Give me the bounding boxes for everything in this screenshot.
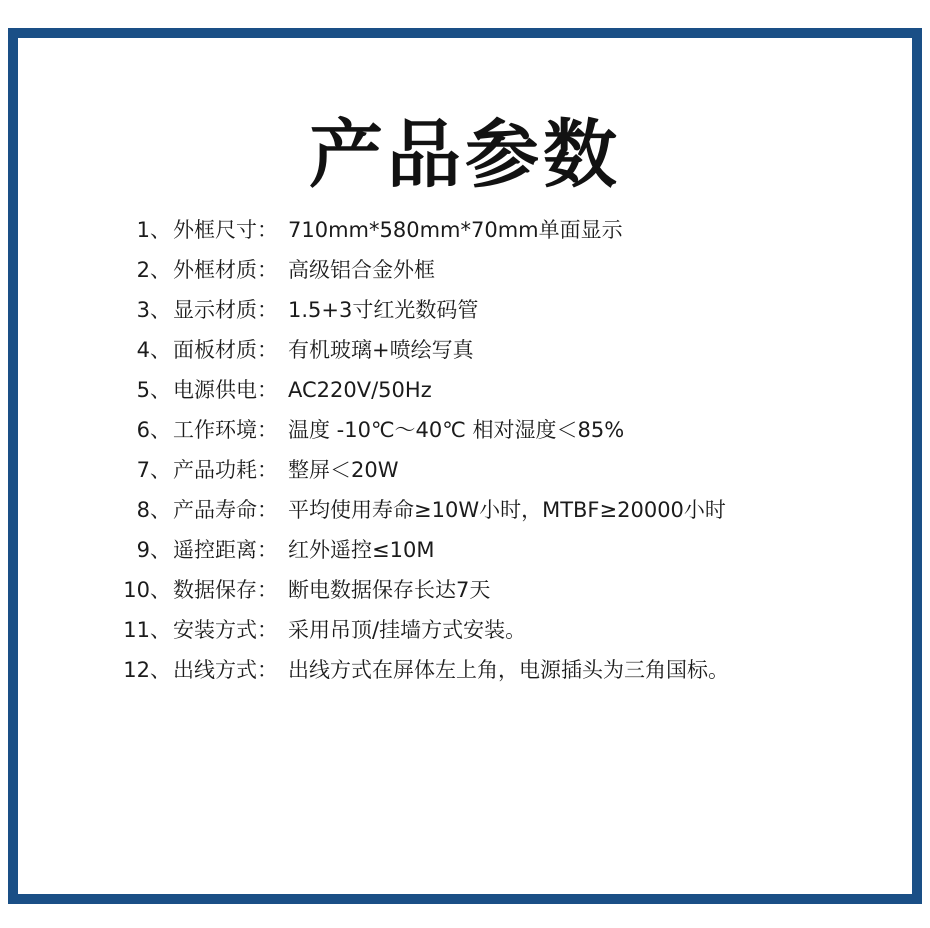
spec-separator: 、 xyxy=(150,658,171,682)
spec-label: 安装方式 xyxy=(173,618,257,642)
spec-index: 12 xyxy=(123,658,150,682)
spec-separator: 、 xyxy=(150,538,171,562)
spec-row xyxy=(106,614,896,654)
spec-label: 遥控距离 xyxy=(173,538,257,562)
spec-colon: ： xyxy=(257,218,278,242)
spec-index: 6 xyxy=(136,418,150,442)
spec-separator: 、 xyxy=(150,458,171,482)
spec-separator: 、 xyxy=(150,338,171,362)
spec-row xyxy=(106,214,896,254)
spec-value: 1.5+3寸红光数码管 xyxy=(288,298,479,322)
spec-separator: 、 xyxy=(150,418,171,442)
spec-label: 外框尺寸 xyxy=(173,218,257,242)
spec-colon: ： xyxy=(257,658,278,682)
spec-separator: 、 xyxy=(150,378,171,402)
spec-value: 断电数据保存长达7天 xyxy=(288,578,491,602)
spec-colon: ： xyxy=(257,578,278,602)
spec-colon: ： xyxy=(257,618,278,642)
spec-colon: ： xyxy=(257,538,278,562)
page-title: 产品参数 xyxy=(309,112,621,198)
spec-label: 工作环境 xyxy=(173,418,257,442)
spec-index: 5 xyxy=(136,378,150,402)
spec-row xyxy=(106,454,896,494)
spec-value: 平均使用寿命≥10W小时，MTBF≥20000小时 xyxy=(288,498,726,522)
spec-colon: ： xyxy=(257,338,278,362)
spec-value: 温度 -10℃～40℃ 相对湿度＜85% xyxy=(288,418,625,442)
spec-row xyxy=(106,654,896,694)
spec-colon: ： xyxy=(257,258,278,282)
spec-value: 高级铝合金外框 xyxy=(288,258,435,282)
spec-index: 9 xyxy=(136,538,150,562)
spec-colon: ： xyxy=(257,418,278,442)
spec-value: 采用吊顶/挂墙方式安装。 xyxy=(288,618,527,642)
spec-label: 面板材质 xyxy=(173,338,257,362)
spec-colon: ： xyxy=(257,378,278,402)
spec-separator: 、 xyxy=(150,258,171,282)
spec-row xyxy=(106,534,896,574)
spec-separator: 、 xyxy=(150,498,171,522)
spec-colon: ： xyxy=(257,458,278,482)
spec-row xyxy=(106,334,896,374)
spec-separator: 、 xyxy=(150,218,171,242)
spec-index: 1 xyxy=(136,218,150,242)
spec-index: 11 xyxy=(123,618,150,642)
spec-label: 外框材质 xyxy=(173,258,257,282)
spec-index: 4 xyxy=(136,338,150,362)
spec-row xyxy=(106,254,896,294)
spec-value: AC220V/50Hz xyxy=(288,378,432,402)
spec-index: 7 xyxy=(136,458,150,482)
spec-value: 整屏＜20W xyxy=(288,458,399,482)
spec-label: 数据保存 xyxy=(173,578,257,602)
spec-index: 3 xyxy=(136,298,150,322)
spec-index: 2 xyxy=(136,258,150,282)
spec-label: 显示材质 xyxy=(173,298,257,322)
spec-label: 产品寿命 xyxy=(173,498,257,522)
spec-list xyxy=(106,214,896,694)
spec-label: 产品功耗 xyxy=(173,458,257,482)
spec-label: 出线方式 xyxy=(173,658,257,682)
spec-index: 8 xyxy=(136,498,150,522)
spec-value: 710mm*580mm*70mm单面显示 xyxy=(288,218,623,242)
spec-separator: 、 xyxy=(150,578,171,602)
spec-value: 出线方式在屏体左上角，电源插头为三角国标。 xyxy=(288,658,729,682)
spec-label: 电源供电 xyxy=(173,378,257,402)
spec-separator: 、 xyxy=(150,618,171,642)
spec-colon: ： xyxy=(257,498,278,522)
spec-row xyxy=(106,494,896,534)
spec-separator: 、 xyxy=(150,298,171,322)
spec-row xyxy=(106,414,896,454)
spec-row xyxy=(106,374,896,414)
spec-row xyxy=(106,574,896,614)
spec-row xyxy=(106,294,896,334)
spec-index: 10 xyxy=(123,578,150,602)
spec-value: 红外遥控≤10M xyxy=(288,538,435,562)
spec-colon: ： xyxy=(257,298,278,322)
poster-content xyxy=(18,38,912,894)
spec-value: 有机玻璃+喷绘写真 xyxy=(288,338,474,362)
